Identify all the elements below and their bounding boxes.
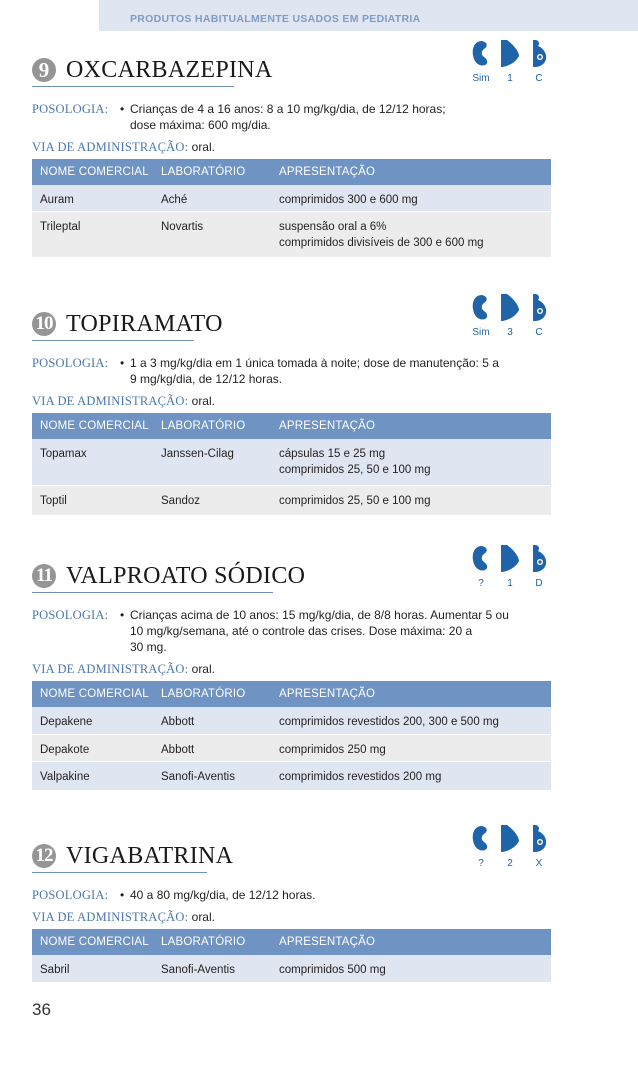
- clinical-icons: [470, 38, 554, 86]
- col-nome-comercial: NOME COMERCIAL: [32, 413, 153, 439]
- kidney-label: ?: [478, 578, 484, 589]
- posologia-label: POSOLOGIA:: [32, 888, 109, 902]
- table-header: [32, 159, 551, 185]
- table-row: [32, 211, 551, 257]
- apresentacao-line: comprimidos 300 e 600 mg: [279, 194, 418, 206]
- col-nome-comercial: NOME COMERCIAL: [32, 159, 153, 185]
- via-administracao: [32, 139, 215, 155]
- presentation-table: [32, 929, 551, 983]
- cell-laboratorio: Abbott: [153, 734, 271, 761]
- cell-apresentacao: [271, 707, 551, 734]
- clinical-icons: [470, 292, 554, 340]
- table-row: [32, 955, 551, 982]
- via-value: oral.: [191, 662, 215, 676]
- kidney-label: Sim: [472, 73, 490, 84]
- col-laboratorio: LABORATÓRIO: [153, 929, 271, 955]
- pregnancy-icon: [528, 292, 549, 323]
- cell-apresentacao: [271, 485, 551, 515]
- pregnancy-label: X: [535, 858, 543, 869]
- pregnancy-icon: [528, 823, 549, 854]
- posologia-label: POSOLOGIA:: [32, 356, 109, 370]
- header-bar: [99, 0, 638, 31]
- drug-section: [0, 56, 638, 286]
- kidney-label: Sim: [472, 327, 490, 338]
- presentation-table: [32, 159, 551, 258]
- cell-apresentacao: [271, 439, 551, 485]
- drug-section: [0, 310, 638, 540]
- apresentacao-line: cápsulas 15 e 25 mg: [279, 448, 386, 460]
- cell-laboratorio: Aché: [153, 185, 271, 211]
- table-row: [32, 734, 551, 761]
- cell-nome: Sabril: [32, 955, 153, 982]
- posologia: [32, 887, 316, 903]
- table-header: [32, 413, 551, 439]
- title-underline: [32, 592, 273, 593]
- liver-icon: [499, 823, 520, 854]
- liver-label: 1: [507, 578, 513, 589]
- via-value: oral.: [191, 910, 215, 924]
- drug-number: 10: [32, 312, 56, 336]
- posologia-line: • Crianças acima de 10 anos: 15 mg/kg/dia, de 8/8 horas. Aumentar 5 ou: [120, 608, 509, 622]
- col-nome-comercial: NOME COMERCIAL: [32, 681, 153, 707]
- apresentacao-line: comprimidos revestidos 200, 300 e 500 mg: [279, 716, 499, 728]
- table-row: [32, 485, 551, 515]
- via-administracao: [32, 393, 215, 409]
- posologia-line: dose máxima: 600 mg/dia.: [130, 118, 271, 132]
- pregnancy-icon: [528, 543, 549, 574]
- bullet: •: [120, 102, 125, 116]
- posologia-label: POSOLOGIA:: [32, 102, 109, 116]
- table-header: [32, 681, 551, 707]
- col-apresentacao: APRESENTAÇÃO: [271, 159, 551, 185]
- presentation-table: [32, 681, 551, 791]
- drug-name: VIGABATRINA: [66, 843, 234, 869]
- col-laboratorio: LABORATÓRIO: [153, 159, 271, 185]
- cell-nome: Auram: [32, 185, 153, 211]
- header-title: PRODUTOS HABITUALMENTE USADOS EM PEDIATRIA: [130, 13, 421, 25]
- drug-name: OXCARBAZEPINA: [66, 57, 273, 83]
- posologia-line: 30 mg.: [130, 640, 167, 654]
- page-number: 36: [32, 1000, 51, 1019]
- cell-nome: Topamax: [32, 439, 153, 485]
- posologia-line: • 40 a 80 mg/kg/dia, de 12/12 horas.: [120, 888, 316, 902]
- cell-apresentacao: [271, 955, 551, 982]
- cell-laboratorio: Janssen-Cilag: [153, 439, 271, 485]
- cell-nome: Valpakine: [32, 761, 153, 790]
- clinical-icons: [470, 823, 554, 871]
- drug-number: 12: [32, 844, 56, 868]
- via-label: VIA DE ADMINISTRAÇÃO:: [32, 910, 189, 924]
- drug-name: VALPROATO SÓDICO: [66, 563, 306, 589]
- drug-number: 9: [32, 58, 56, 82]
- apresentacao-line: comprimidos 250 mg: [279, 743, 386, 756]
- apresentacao-line: suspensão oral a 6%: [279, 220, 387, 233]
- liver-icon: [499, 543, 520, 574]
- kidney-label: ?: [478, 858, 484, 869]
- table-row: [32, 185, 551, 211]
- title-underline: [32, 340, 194, 341]
- via-value: oral.: [191, 394, 215, 408]
- posologia: [32, 607, 509, 654]
- drug-name: TOPIRAMATO: [66, 311, 223, 337]
- posologia-text: [120, 101, 600, 133]
- cell-laboratorio: Sanofi-Aventis: [153, 955, 271, 982]
- liver-icon: [499, 38, 520, 69]
- posologia-line: 9 mg/kg/dia, de 12/12 horas.: [130, 372, 283, 386]
- cell-apresentacao: [271, 761, 551, 790]
- posologia-text: [120, 355, 600, 387]
- table-row: [32, 761, 551, 790]
- title-underline: [32, 86, 234, 87]
- col-apresentacao: APRESENTAÇÃO: [271, 681, 551, 707]
- col-apresentacao: APRESENTAÇÃO: [271, 413, 551, 439]
- apresentacao-line: comprimidos 25, 50 e 100 mg: [279, 494, 431, 507]
- cell-nome: Trileptal: [32, 211, 153, 257]
- col-laboratorio: LABORATÓRIO: [153, 681, 271, 707]
- table-row: [32, 707, 551, 734]
- cell-laboratorio: Sandoz: [153, 485, 271, 515]
- apresentacao-line: comprimidos divisíveis de 300 e 600 mg: [279, 236, 484, 249]
- via-value: oral.: [191, 140, 215, 154]
- via-administracao: [32, 909, 215, 925]
- title-underline: [32, 872, 207, 873]
- via-administracao: [32, 661, 215, 677]
- pregnancy-label: C: [535, 327, 543, 338]
- liver-icon: [499, 292, 520, 323]
- posologia-text: [120, 607, 600, 655]
- drug-number: 11: [32, 564, 56, 588]
- posologia-label: POSOLOGIA:: [32, 608, 109, 622]
- cell-nome: Toptil: [32, 485, 153, 515]
- apresentacao-line: comprimidos 25, 50 e 100 mg: [279, 464, 431, 476]
- cell-laboratorio: Novartis: [153, 211, 271, 257]
- posologia-line: • 1 a 3 mg/kg/dia em 1 única tomada à noite; dose de manutenção: 5 a: [120, 356, 499, 370]
- cell-laboratorio: Sanofi-Aventis: [153, 761, 271, 790]
- via-label: VIA DE ADMINISTRAÇÃO:: [32, 140, 189, 154]
- cell-apresentacao: [271, 734, 551, 761]
- posologia-line: • Crianças de 4 a 16 anos: 8 a 10 mg/kg/dia, de 12/12 horas;: [120, 102, 446, 116]
- table-row: [32, 439, 551, 485]
- bullet: •: [120, 888, 125, 902]
- drug-section: [0, 562, 638, 792]
- kidney-icon: [470, 38, 491, 69]
- cell-apresentacao: [271, 211, 551, 257]
- presentation-table: [32, 413, 551, 516]
- posologia-text: [120, 887, 600, 903]
- bullet: •: [120, 608, 125, 622]
- via-label: VIA DE ADMINISTRAÇÃO:: [32, 662, 189, 676]
- clinical-icons: [470, 543, 554, 591]
- posologia: [32, 355, 499, 386]
- liver-label: 2: [507, 858, 513, 869]
- apresentacao-line: comprimidos revestidos 200 mg: [279, 770, 442, 783]
- kidney-icon: [470, 292, 491, 323]
- liver-label: 1: [507, 73, 513, 84]
- cell-apresentacao: [271, 185, 551, 211]
- bullet: •: [120, 356, 125, 370]
- pregnancy-label: C: [535, 73, 543, 84]
- liver-label: 3: [507, 327, 513, 338]
- pregnancy-label: D: [535, 578, 543, 589]
- cell-nome: Depakene: [32, 707, 153, 734]
- table-header: [32, 929, 551, 955]
- cell-laboratorio: Abbott: [153, 707, 271, 734]
- pregnancy-icon: [528, 38, 549, 69]
- drug-section: [0, 842, 638, 1072]
- kidney-icon: [470, 823, 491, 854]
- col-apresentacao: APRESENTAÇÃO: [271, 929, 551, 955]
- col-nome-comercial: NOME COMERCIAL: [32, 929, 153, 955]
- posologia: [32, 101, 446, 132]
- cell-nome: Depakote: [32, 734, 153, 761]
- posologia-line: 10 mg/kg/semana, até o controle das crises. Dose máxima: 20 a: [130, 624, 473, 638]
- col-laboratorio: LABORATÓRIO: [153, 413, 271, 439]
- via-label: VIA DE ADMINISTRAÇÃO:: [32, 394, 189, 408]
- apresentacao-line: comprimidos 500 mg: [279, 964, 386, 976]
- kidney-icon: [470, 543, 491, 574]
